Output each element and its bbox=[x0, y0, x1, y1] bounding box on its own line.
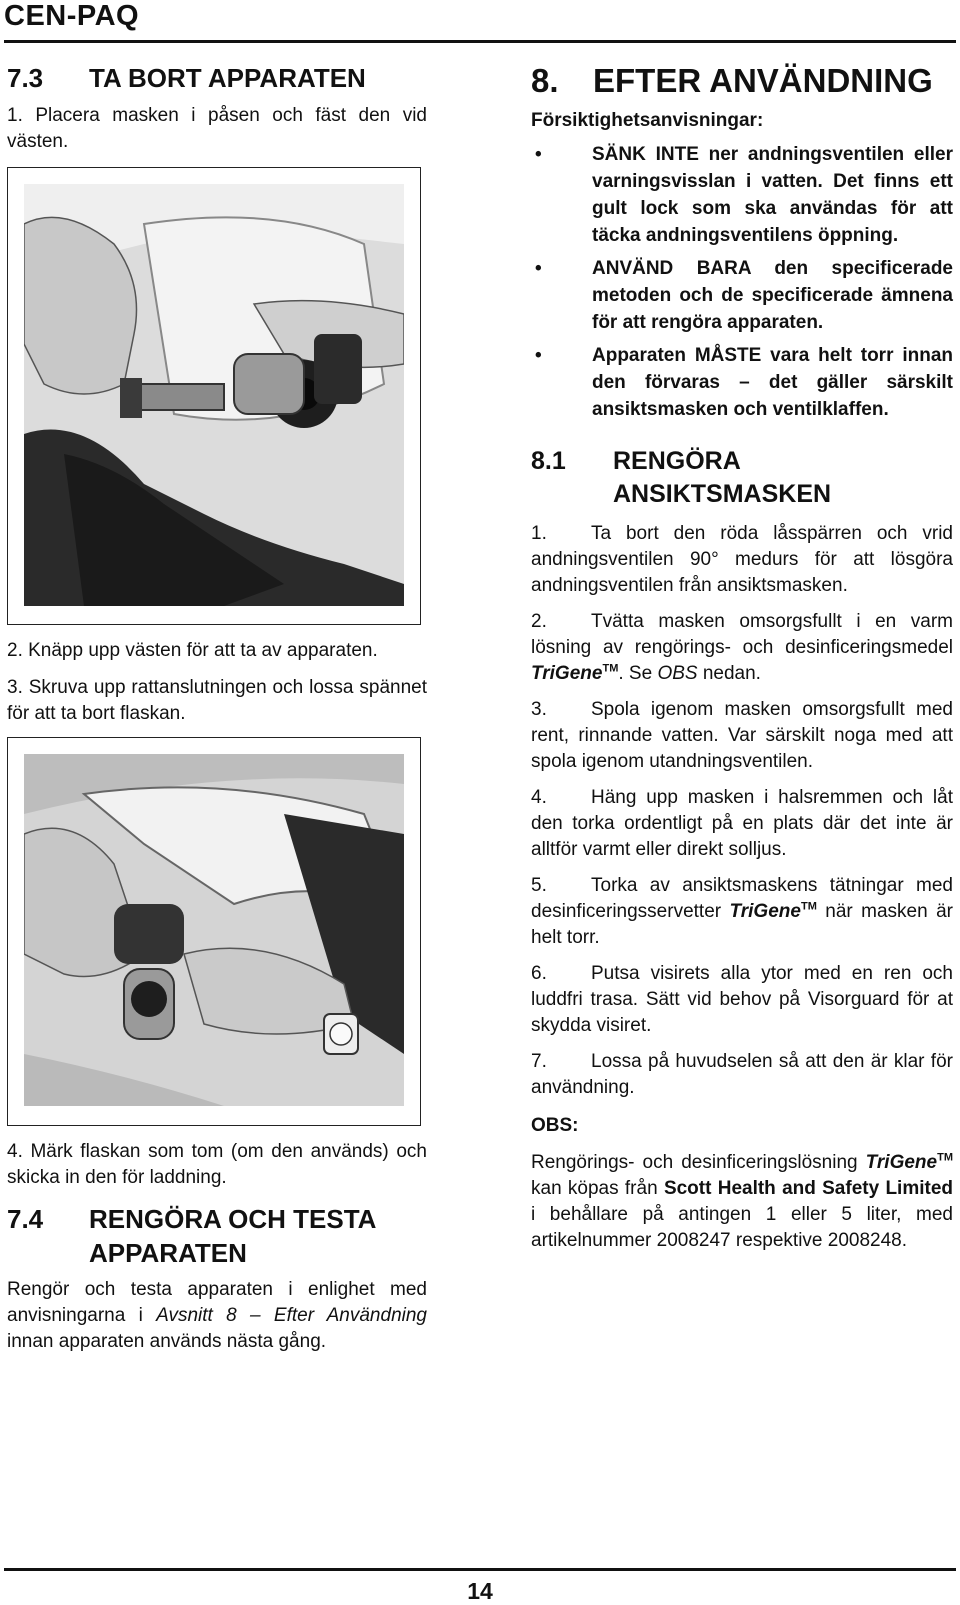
section-number: 8.1 bbox=[531, 447, 566, 475]
caution-item bbox=[531, 342, 953, 423]
section-title: TA BORT APPARATEN bbox=[89, 63, 366, 93]
section-7-4-text bbox=[7, 1277, 427, 1355]
section-8-heading bbox=[531, 62, 953, 100]
company-name: Scott Health and Safety Limited bbox=[663, 1178, 954, 1199]
section-7-3-heading bbox=[7, 62, 427, 94]
caution-item bbox=[531, 255, 953, 336]
cleaning-step-3 bbox=[531, 697, 953, 775]
step-number: 1. bbox=[531, 523, 547, 544]
photo-illustration-hands-valve bbox=[24, 184, 404, 606]
section-number: 8. bbox=[531, 62, 559, 99]
brand-name: TriGene bbox=[531, 663, 603, 684]
bullet-icon: • bbox=[535, 345, 542, 366]
step-text: Spola igenom masken omsorgsfullt med rent, rinnande vatten. Var särskilt noga med att spola igenom utandningsventilen. bbox=[531, 699, 953, 772]
caution-heading: Försiktighetsanvisningar: bbox=[531, 110, 764, 131]
caution-list bbox=[531, 141, 953, 423]
brand-name: TriGene bbox=[729, 901, 801, 922]
section-title: EFTER ANVÄNDNING bbox=[593, 62, 933, 99]
step-number: 3. bbox=[531, 699, 547, 720]
caution-item bbox=[531, 141, 953, 249]
caution-text: SÄNK INTE ner andningsventilen eller varningsvisslan i vatten. Det finns ett gult lock som ska användas för att täcka andningsventilens öppning. bbox=[592, 144, 953, 246]
step-number: 6. bbox=[531, 963, 547, 984]
photo-unbuckle-vest bbox=[7, 737, 421, 1126]
cleaning-step-5 bbox=[531, 873, 953, 951]
page-number: 14 bbox=[467, 1578, 493, 1604]
step-4: 4. Märk flaskan som tom (om den används) och skicka in den för laddning. bbox=[7, 1141, 427, 1188]
caution-text: Apparaten MÅSTE vara helt torr innan den förvaras – det gäller särskilt ansiktsmasken och ventilklaffen. bbox=[592, 345, 953, 420]
text-part: innan apparaten används nästa gång. bbox=[7, 1331, 327, 1352]
step-1: 1. Placera masken i påsen och fäst den vid västen. bbox=[7, 105, 427, 152]
step-text: Tvätta masken omsorgsfullt i en varm lösning av rengörings- och desinficeringsmedel bbox=[531, 611, 953, 658]
section-8-1-heading bbox=[531, 445, 953, 511]
step-number: 5. bbox=[531, 875, 547, 896]
obs-reference: OBS bbox=[657, 663, 698, 684]
section-number: 7.4 bbox=[7, 1204, 44, 1234]
text-part: i behållare på antingen 1 eller 5 liter, med artikelnummer 2008247 respektive 2008248. bbox=[531, 1204, 953, 1251]
text-part: kan köpas från bbox=[531, 1178, 664, 1199]
brand-name: TriGene bbox=[865, 1152, 938, 1173]
section-7-4-heading bbox=[7, 1202, 427, 1270]
trademark-mark: TM bbox=[602, 662, 619, 675]
trademark-mark: TM bbox=[800, 900, 817, 913]
right-column bbox=[531, 62, 953, 1254]
step-text: nedan. bbox=[697, 663, 761, 684]
step-number: 2. bbox=[531, 611, 547, 632]
cleaning-step-2 bbox=[531, 609, 953, 687]
text-part: Rengörings- och desinficeringslösning bbox=[531, 1152, 866, 1173]
photo-illustration-hands-vest bbox=[24, 754, 404, 1106]
step-text: när masken är helt torr. bbox=[531, 901, 953, 948]
section-number: 7.3 bbox=[7, 63, 44, 93]
section-title: RENGÖRA ANSIKTSMASKEN bbox=[613, 447, 832, 508]
cleaning-step-4 bbox=[531, 785, 953, 863]
step-number: 7. bbox=[531, 1051, 547, 1072]
cleaning-step-6 bbox=[531, 961, 953, 1039]
header-title: CEN-PAQ bbox=[4, 0, 140, 32]
step-text: Lossa på huvudselen så att den är klar för användning. bbox=[531, 1051, 953, 1098]
section-title: RENGÖRA OCH TESTA APPARATEN bbox=[89, 1204, 376, 1268]
bullet-icon: • bbox=[535, 258, 542, 279]
obs-heading: OBS: bbox=[531, 1115, 579, 1136]
cleaning-step-1 bbox=[531, 521, 953, 599]
caution-text: ANVÄND BARA den specificerade metoden och de specificerade ämnena för att rengöra apparaten. bbox=[592, 258, 953, 333]
trademark-mark: TM bbox=[937, 1151, 953, 1164]
step-3: 3. Skruva upp rattanslutningen och lossa spännet för att ta bort flaskan. bbox=[7, 677, 427, 724]
obs-text bbox=[531, 1150, 953, 1254]
step-2: 2. Knäpp upp västen för att ta av apparaten. bbox=[7, 640, 378, 661]
step-text: Ta bort den röda låsspärren och vrid andningsventilen 90° medurs för att lösgöra andningsventilen från ansiktsmasken. bbox=[531, 523, 953, 596]
section-reference-link[interactable]: Avsnitt 8 – Efter Användning bbox=[156, 1305, 427, 1326]
photo-remove-cylinder bbox=[7, 167, 421, 625]
step-text: Torka av ansiktsmaskens tätningar med desinficeringsservetter bbox=[531, 875, 953, 922]
step-text: Putsa visirets alla ytor med en ren och luddfri trasa. Sätt vid behov på Visorguard för at skydda visiret. bbox=[531, 963, 953, 1036]
text-part: Rengör och testa apparaten i enlighet med anvisningarna i bbox=[7, 1279, 427, 1326]
cleaning-step-7 bbox=[531, 1049, 953, 1101]
step-text: Häng upp masken i halsremmen och låt den torka ordentligt på en plats där det inte är alltför varmt eller direkt solljus. bbox=[531, 787, 953, 860]
footer-rule bbox=[4, 1568, 956, 1571]
step-number: 4. bbox=[531, 787, 547, 808]
step-text: . Se bbox=[618, 663, 658, 684]
header-rule bbox=[4, 40, 956, 43]
left-column bbox=[7, 62, 427, 1355]
bullet-icon: • bbox=[535, 144, 542, 165]
